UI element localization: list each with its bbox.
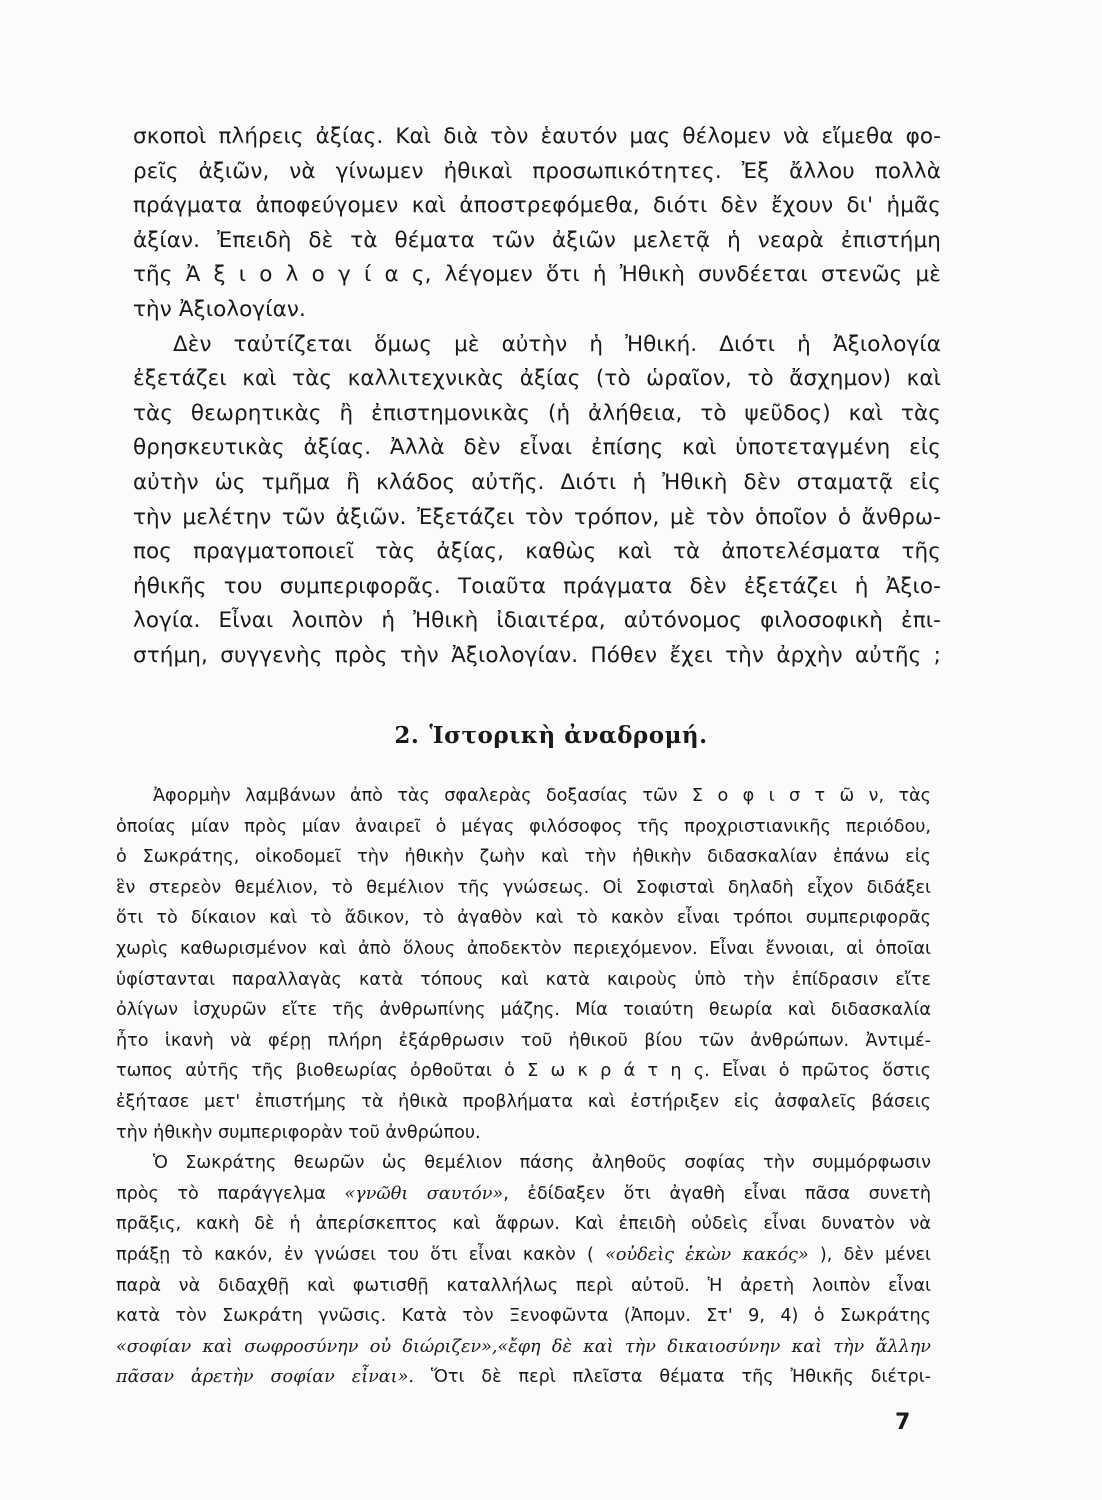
text-line: χωρὶς καθωρισμένον καὶ ἀπὸ ὅλους ἀποδεκτὸν περιεχόμενον. Εἶναι ἔννοιαι, αἱ ὁποῖαι xyxy=(116,938,931,959)
text-line: τὰς θεωρητικὰς ἢ ἐπιστημονικὰς (ἡ ἀλήθεια, τὸ ψεῦδος) καὶ τὰς xyxy=(133,400,941,426)
quote-dikaiosyne: ,«ἔφη δὲ καὶ τὴν δικαιοσύνην καὶ τὴν ἄλλην xyxy=(491,1336,931,1357)
text-line xyxy=(116,1179,931,1210)
text-line: Ἀφορμὴν λαμβάνων ἀπὸ τὰς σφαλερὰς δοξασίας τῶν Σ ο φ ι σ τ ῶ ν, τὰς xyxy=(153,786,931,806)
text-line: στήμη, συγγενὴς πρὸς τὴν Ἀξιολογίαν. Πόθεν ἔχει τὴν ἀρχὴν αὐτῆς ; xyxy=(133,642,941,668)
section-heading xyxy=(0,722,1102,749)
text-line: ἓν στερεὸν θεμέλιον, τὸ θεμέλιον τῆς γνώσεως. Οἱ Σοφισταὶ δηλαδὴ εἶχον διδάξει xyxy=(116,877,931,898)
quote-gnothi: «γνῶθι σαυτόν» xyxy=(344,1183,504,1204)
text-line: Ὁ Σωκράτης θεωρῶν ὡς θεμέλιον πάσης ἀληθοῦς σοφίας τὴν συμμόρφωσιν xyxy=(153,1153,931,1174)
section-number: 2. xyxy=(394,722,420,749)
quote-areti: πᾶσαν ἀρετὴν σοφίαν εἶναι». xyxy=(116,1367,414,1388)
text-line: τὴν μελέτην τῶν ἀξιῶν. Ἐξετάζει τὸν τρόπον, μὲ τὸν ὁποῖον ὁ ἄνθρω- xyxy=(133,504,941,530)
text-line xyxy=(116,1362,931,1393)
text-line: ὁποίας μίαν πρὸς μίαν ἀναιρεῖ ὁ μέγας φιλόσοφος τῆς προχριστιανικῆς περιόδου, xyxy=(116,816,931,837)
text-line: κατὰ τὸν Σωκράτη γνῶσις. Κατὰ τὸν Ξενοφῶντα (Ἀπομν. Στ' 9, 4) ὁ Σωκράτης xyxy=(116,1306,931,1327)
text-line: ρεῖς ἀξιῶν, νὰ γίνωμεν ἠθικαὶ προσωπικότητες. Ἐξ ἄλλου πολλὰ xyxy=(133,158,941,184)
page-number: 7 xyxy=(895,1410,911,1435)
text-line: ὑφίστανται παραλλαγὰς κατὰ τόπους καὶ κατὰ καιροὺς ὑπὸ τὴν ἐπίδρασιν εἴτε xyxy=(116,969,931,990)
section-title: Ἱστορικὴ ἀναδρομή. xyxy=(429,722,708,749)
text-line: Δὲν ταὐτίζεται ὅμως μὲ αὐτὴν ἡ Ἠθική. Διότι ἡ Ἀξιολογία xyxy=(173,331,941,357)
main-text-lower xyxy=(116,781,931,1393)
main-text-upper xyxy=(133,120,941,674)
text-line: ἦτο ἱκανὴ νὰ φέρῃ πλήρη ἐξάρθρωσιν τοῦ ἠθικοῦ βίου τῶν ἀνθρώπων. Ἀντιμέ- xyxy=(116,1030,931,1051)
text-line: τὴν ἠθικὴν συμπεριφορὰν τοῦ ἀνθρώπου. xyxy=(116,1122,481,1143)
text-line: τωπος αὐτῆς τῆς βιοθεωρίας ὀρθοῦται ὁ Σ ω κ ρ ά τ η ς. Εἶναι ὁ πρῶτος ὅστις xyxy=(116,1061,931,1082)
text-line: πράγματα ἀποφεύγομεν καὶ ἀποστρεφόμεθα, διότι δὲν ἔχουν δι' ἡμᾶς xyxy=(133,193,941,219)
text-line: λογία. Εἶναι λοιπὸν ἡ Ἠθικὴ ἰδιαιτέρα, αὐτόνομος φιλοσοφικὴ ἐπι- xyxy=(133,608,941,634)
text-line: τὴν Ἀξιολογίαν. xyxy=(133,296,306,322)
text-line: τῆς Ἀ ξ ι ο λ ο γ ί α ς, λέγομεν ὅτι ἡ Ἠθικὴ συνδέεται στενῶς μὲ xyxy=(133,262,941,288)
text-line xyxy=(116,1332,931,1363)
text-line: πρᾶξις, κακὴ δὲ ἡ ἀπερίσκεπτος καὶ ἄφρων. Καὶ ἐπειδὴ οὐδεὶς εἶναι δυνατὸν νὰ xyxy=(116,1214,931,1235)
text-segment: , ἐδίδαξεν ὅτι ἀγαθὴ εἶναι πᾶσα συνετὴ xyxy=(503,1183,931,1204)
text-line xyxy=(116,1240,931,1271)
text-line: ὅτι τὸ δίκαιον καὶ τὸ ἄδικον, τὸ ἀγαθὸν καὶ τὸ κακὸν εἶναι τρόποι συμπεριφορᾶς xyxy=(116,908,931,929)
text-line: ἀξίαν. Ἐπειδὴ δὲ τὰ θέματα τῶν ἀξιῶν μελετᾷ ἡ νεαρὰ ἐπιστήμη xyxy=(133,227,941,253)
text-line: παρὰ νὰ διδαχθῇ καὶ φωτισθῇ καταλλήλως περὶ αὐτοῦ. Ἡ ἀρετὴ λοιπὸν εἶναι xyxy=(116,1275,931,1296)
text-line: ἐξετάζει καὶ τὰς καλλιτεχνικὰς ἀξίας (τὸ ὡραῖον, τὸ ἄσχημον) καὶ xyxy=(133,366,941,392)
text-line: πος πραγματοποιεῖ τὰς ἀξίας, καθὼς καὶ τὰ ἀποτελέσματα τῆς xyxy=(133,539,941,565)
text-line: ἠθικῆς του συμπεριφορᾶς. Τοιαῦτα πράγματα δὲν ἐξετάζει ἡ Ἀξιο- xyxy=(133,573,941,599)
text-segment: πρὸς τὸ παράγγελμα xyxy=(116,1183,345,1204)
text-line: ὁ Σωκράτης, οἰκοδομεῖ τὴν ἠθικὴν ζωὴν καὶ τὴν ἠθικὴν διδασκαλίαν ἐπάνω εἰς xyxy=(116,847,931,868)
quote-sophia: «σοφίαν καὶ σωφροσύνην οὐ διώριζεν» xyxy=(116,1336,492,1357)
quote-oudeis: «οὐδεὶς ἑκὼν κακός» xyxy=(605,1244,809,1265)
text-segment: πράξῃ τὸ κακόν, ἐν γνώσει του ὅτι εἶναι κακὸν ( xyxy=(116,1244,606,1265)
text-segment: Ὅτι δὲ περὶ πλεῖστα θέματα τῆς Ἠθικῆς διέτρι- xyxy=(413,1367,931,1388)
text-segment: ), δὲν μένει xyxy=(808,1244,931,1265)
text-line: ἐξήτασε μετ' ἐπιστήμης τὰ ἠθικὰ προβλήματα καὶ ἐστήριξεν εἰς ἀσφαλεῖς βάσεις xyxy=(116,1091,931,1112)
text-line: θρησκευτικὰς ἀξίας. Ἀλλὰ δὲν εἶναι ἐπίσης καὶ ὑποτεταγμένη εἰς xyxy=(133,435,941,461)
text-line: αὐτὴν ὡς τμῆμα ἢ κλάδος αὐτῆς. Διότι ἡ Ἠθικὴ δὲν σταματᾷ εἰς xyxy=(133,469,941,495)
text-line: σκοποὶ πλήρεις ἀξίας. Καὶ διὰ τὸν ἑαυτόν μας θέλομεν νὰ εἴμεθα φο- xyxy=(133,124,941,149)
text-line: ὀλίγων ἰσχυρῶν εἴτε τῆς ἀνθρωπίνης μάζης. Μία τοιαύτη θεωρία καὶ διδασκαλία xyxy=(116,1000,931,1021)
